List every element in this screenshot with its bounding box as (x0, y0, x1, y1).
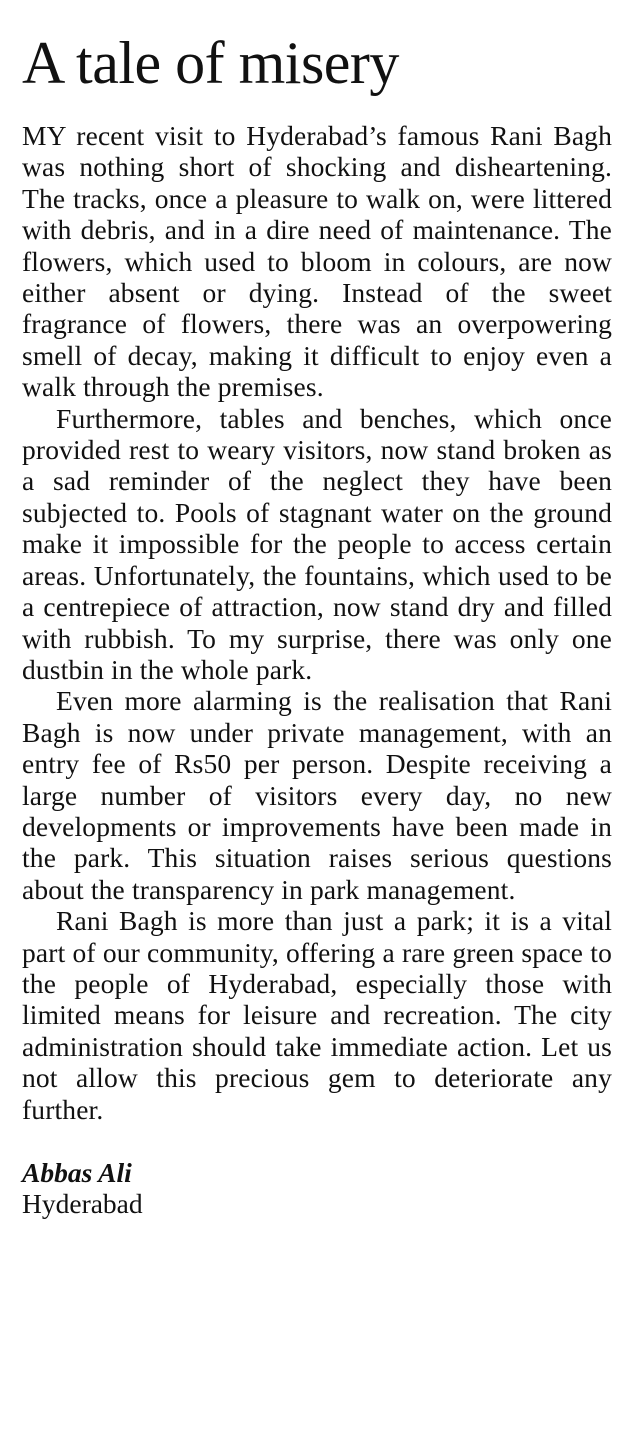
paragraph-2: Furthermore, tables and benches, which once provided rest to weary visitors, now stand broken as a sad reminder of the neglect they have been subjected to. Pools of stagnant water on the ground make it impossible for the people to access certain areas. Unfortunately, the fountains, which used to be a centrepiece of attraction, now stand dry and filled with rubbish. To my surprise, there was only one dustbin in the whole park. (22, 402, 612, 685)
author-location: Hyderabad (22, 1188, 143, 1219)
paragraph-4: Rani Bagh is more than just a park; it is a vital part of our community, offering a rare green space to the people of Hyderabad, especially those with limited means for leisure and recreation. The city administration should take immediate action. Let us not allow this precious gem to deteriorate any further. (22, 905, 612, 1125)
letter-to-editor (22, 28, 612, 1219)
author-name: Abbas Ali (22, 1157, 132, 1188)
signature-block (22, 1157, 612, 1219)
paragraph-3: Even more alarming is the realisation that Rani Bagh is now under private management, with an entry fee of Rs50 per person. Despite receiving a large number of visitors every day, no new developments or improvements have been made in the park. This situation raises serious questions about the transparency in park management. (22, 685, 612, 905)
article-headline: A tale of misery (22, 30, 399, 96)
paragraph-1: MY recent visit to Hyderabad’s famous Rani Bagh was nothing short of shocking and disheartening. The tracks, once a pleasure to walk on, were littered with debris, and in a dire need of maintenance. The flowers, which used to bloom in colours, are now either absent or dying. Instead of the sweet fragrance of flowers, there was an overpowering smell of decay, making it difficult to enjoy even a walk through the premises. (22, 120, 612, 403)
